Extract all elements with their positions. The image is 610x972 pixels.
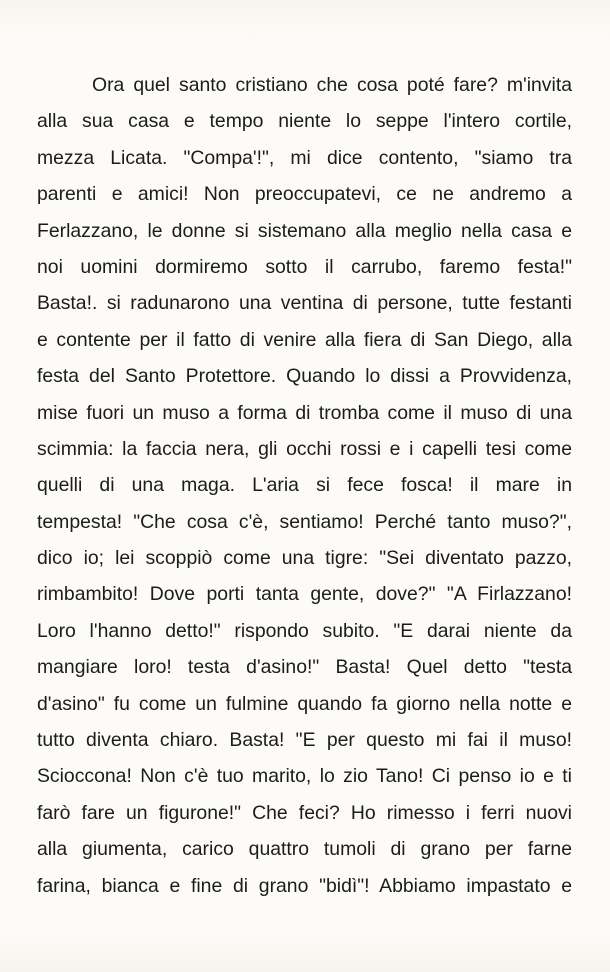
text-line-23: farina, bianca e fine di grano "bidì"! Abbiamo impastato e [37, 874, 572, 897]
text-line-10: mise fuori un muso a forma di tromba come il muso di una [37, 401, 572, 424]
text-line-7: Basta!. si radunarono una ventina di persone, tutte festanti [37, 292, 572, 315]
text-line-2: alla sua casa e tempo niente lo seppe l'intero cortile, [37, 110, 572, 133]
text-line-19: tutto diventa chiaro. Basta! "E per questo mi fai il muso! [37, 729, 572, 752]
text-line-20: Sciocconа! Non c'è tuo marito, lo zio Tano! Ci penso io e ti [37, 765, 572, 788]
text-line-5: Ferlazzano, le donne si sistemano alla meglio nella casa e [37, 219, 572, 242]
text-line-8: e contente per il fatto di venire alla fiera di San Diego, alla [37, 328, 572, 351]
text-line-16: Loro l'hanno detto!" rispondo subito. "E darai niente da [37, 619, 572, 642]
text-line-22: alla giumenta, carico quattro tumoli di grano per farne [37, 838, 572, 861]
text-line-6: noi uomini dormiremo sotto il carrubo, faremo festa!" [37, 255, 572, 278]
text-line-9: festa del Santo Protettore. Quando lo dissi a Provvidenza, [37, 365, 572, 388]
text-line-4: parenti e amici! Non preoccupatevi, ce ne andremo a [37, 183, 572, 206]
text-line-18: d'asino" fu come un fulmine quando fa giorno nella notte e [37, 692, 572, 715]
text-line-1: Ora quel santo cristiano che cosa poté fare? m'invita [92, 74, 572, 96]
text-line-3: mezza Licata. "Compa'!", mi dice contento, "siamo tra [37, 146, 572, 169]
text-line-14: dico io; lei scoppiò come una tigre: "Sei diventato pazzo, [37, 547, 572, 570]
text-line-11: scimmia: la faccia nera, gli occhi rossi e i capelli tesi come [37, 437, 572, 460]
text-line-12: quelli di una maga. L'aria si fece fosca! il mare in [37, 474, 572, 497]
text-line-13: tempesta! "Che cosa c'è, sentiamo! Perché tanto muso?", [37, 510, 572, 533]
text-line-15: rimbambito! Dove porti tanta gente, dove?" "A Firlazzano! [37, 583, 572, 606]
text-line-21: farò fare un figurone!" Che feci? Ho rimesso i ferri nuovi [37, 801, 572, 824]
text-line-17: mangiare loro! testa d'asino!" Basta! Quel detto "testa [37, 656, 572, 679]
body-text [37, 67, 572, 904]
